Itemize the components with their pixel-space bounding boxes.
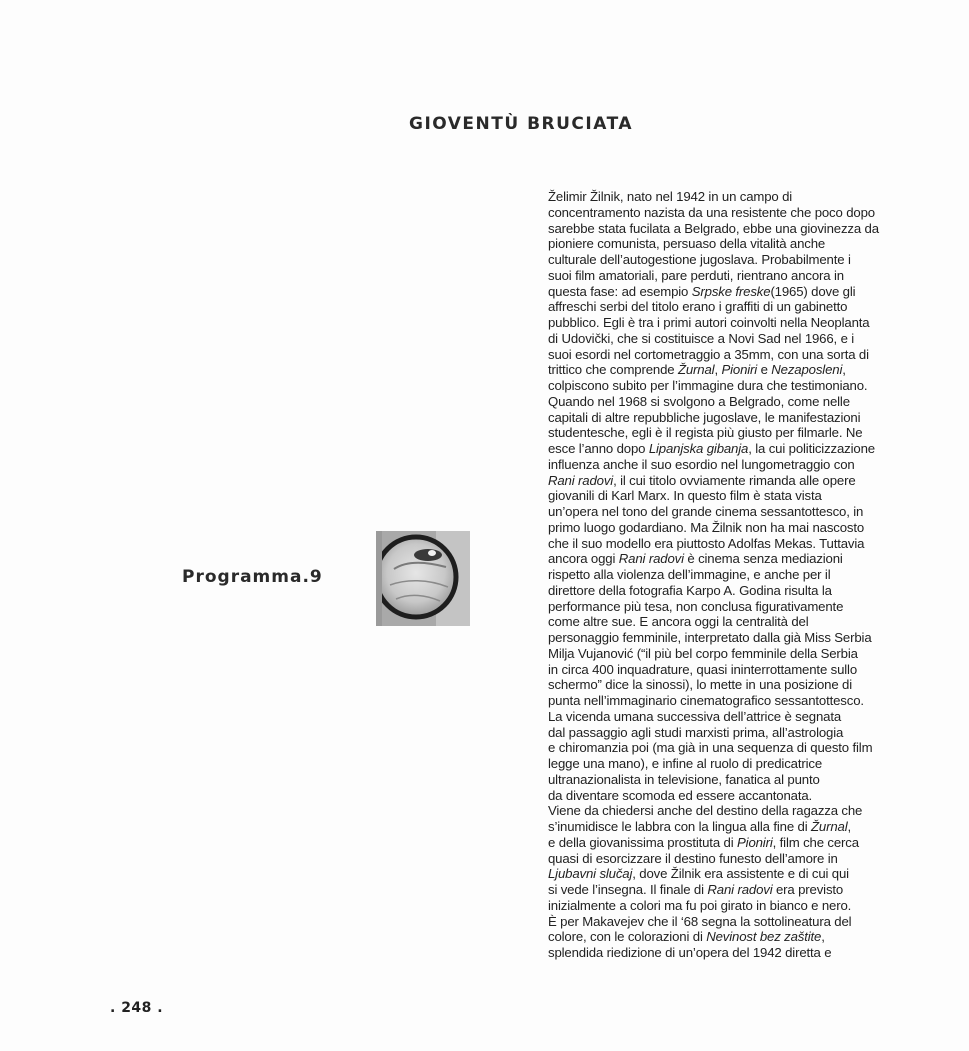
- magnifier-eye-image: [376, 531, 470, 626]
- text-line: concentramento nazista da una resistente che poco dopo: [548, 204, 875, 220]
- text-line: ancora oggi Rani radovi è cinema senza mediazioni: [548, 551, 843, 567]
- film-title: Rani radovi: [548, 472, 614, 488]
- text-line: trittico che comprende Žurnal, Pioniri e Nezaposleni,: [548, 362, 846, 378]
- film-title: Ljubavni slučaj: [548, 866, 633, 882]
- text-line: primo luogo godardiano. Ma Žilnik non ha mai nascosto: [548, 519, 865, 535]
- text-line: affreschi serbi del titolo erano i graffiti di un gabinetto: [548, 299, 848, 315]
- text-line: da diventare scomoda ed essere accantonata.: [548, 787, 813, 803]
- text-line: influenza anche il suo esordio nel lungometraggio con: [548, 456, 855, 472]
- text-line: suoi film amatoriali, pare perduti, rientrano ancora in: [548, 267, 844, 283]
- text-line: giovanili di Karl Marx. In questo film è stata vista: [548, 488, 822, 504]
- page-title: GIOVENTÙ BRUCIATA: [408, 114, 633, 134]
- text-line: dal passaggio agli studi marxisti prima, all’astrologia: [548, 724, 844, 740]
- film-title: Nevinost bez zaštite: [706, 929, 822, 945]
- text-line: splendida riedizione di un’opera del 1942 diretta e: [548, 945, 832, 960]
- text-line: Ljubavni slučaj, dove Žilnik era assistente e di cui qui: [548, 866, 849, 882]
- film-title: Žurnal: [677, 362, 715, 378]
- text-line: Želimir Žilnik, nato nel 1942 in un campo di: [548, 189, 793, 204]
- text-line: studentesche, egli è il regista più giusto per filmarle. Ne: [548, 425, 863, 441]
- film-title: Pioniri: [737, 834, 773, 850]
- text-line: un’opera nel tono del grande cinema sessantottesco, in: [548, 504, 864, 519]
- text-line: suoi esordi nel cortometraggio a 35mm, con una sorta di: [548, 346, 869, 362]
- film-still-photo: [376, 531, 470, 626]
- article-body-text: [548, 189, 898, 961]
- section-label: Programma.9: [182, 567, 323, 587]
- text-line: legge una mano), e infine al ruolo di predicatrice: [548, 756, 823, 771]
- text-line: colore, con le colorazioni di Nevinost bez zaštite,: [548, 929, 825, 945]
- text-line: Viene da chiedersi anche del destino della ragazza che: [548, 803, 863, 819]
- text-line: ultranazionalista in televisione, fanatica al punto: [548, 771, 820, 787]
- text-line: si vede l’insegna. Il finale di Rani radovi era previsto: [548, 882, 844, 897]
- text-line: pubblico. Egli è tra i primi autori coinvolti nella Neoplanta: [548, 315, 870, 330]
- text-line: rispetto alla violenza dell’immagine, e anche per il: [548, 567, 831, 582]
- text-line: direttore della fotografia Karpo A. Godina risulta la: [548, 582, 832, 598]
- text-line: colpiscono subito per l’immagine dura che testimoniano.: [548, 378, 868, 393]
- text-line: inizialmente a colori ma fu poi girato in bianco e nero.: [548, 897, 852, 913]
- text-line: Quando nel 1968 si svolgono a Belgrado, come nelle: [548, 393, 850, 409]
- text-line: capitali di altre repubbliche jugoslave, le manifestazioni: [548, 409, 861, 425]
- film-title: Žurnal: [811, 819, 848, 834]
- text-line: La vicenda umana successiva dell’attrice è segnata: [548, 708, 842, 724]
- film-title: Pioniri: [721, 362, 758, 378]
- film-title: Lipanjska gibanja: [648, 441, 749, 456]
- film-title: Rani radovi: [618, 551, 684, 567]
- text-line: di Udovički, che si costituisce a Novi Sad nel 1966, e i: [548, 330, 855, 346]
- text-line: e della giovanissima prostituta di Pioniri, film che cerca: [548, 834, 859, 850]
- text-line: personaggio femminile, interpretato dalla già Miss Serbia: [548, 630, 872, 645]
- text-line: culturale dell’autogestione jugoslava. Probabilmente i: [548, 252, 851, 267]
- text-line: Rani radovi, il cui titolo ovviamente rimanda alle opere: [548, 472, 856, 488]
- text-line: Milja Vujanović (“il più bel corpo femminile della Serbia: [548, 645, 858, 661]
- text-line: quasi di esorcizzare il destino funesto dell’amore in: [548, 850, 838, 866]
- text-line: sarebbe stata fucilata a Belgrado, ebbe una giovinezza da: [548, 220, 879, 236]
- film-title: Nezaposleni: [771, 362, 843, 378]
- text-line: esce l’anno dopo Lipanjska gibanja, la cui politicizzazione: [548, 441, 875, 456]
- text-line: È per Makavejev che il ‘68 segna la sottolineatura del: [548, 913, 852, 929]
- text-line: s’inumidisce le labbra con la lingua alla fine di Žurnal,: [548, 819, 851, 834]
- text-line: in circa 400 inquadrature, quasi ininterrottamente sullo: [548, 661, 858, 677]
- text-line: schermo” dice la sinossi), lo mette in una posizione di: [548, 677, 853, 693]
- text-line: pioniere comunista, persuaso della vitalità anche: [548, 236, 826, 252]
- text-line: come altre sue. E ancora oggi la centralità del: [548, 614, 809, 630]
- film-title: Srpske freske: [691, 283, 771, 299]
- text-line: e chiromanzia poi (ma già in una sequenza di questo film: [548, 740, 873, 756]
- text-line: punta nell’immaginario cinematografico sessantottesco.: [548, 693, 864, 708]
- text-line: che il suo modello era piuttosto Adolfas Mekas. Tuttavia: [548, 535, 865, 551]
- text-line: questa fase: ad esempio Srpske freske(1965) dove gli: [548, 283, 856, 299]
- text-line: performance più tesa, non conclusa figurativamente: [548, 598, 844, 614]
- page-number: . 248 .: [110, 1000, 164, 1016]
- film-title: Rani radovi: [707, 882, 773, 897]
